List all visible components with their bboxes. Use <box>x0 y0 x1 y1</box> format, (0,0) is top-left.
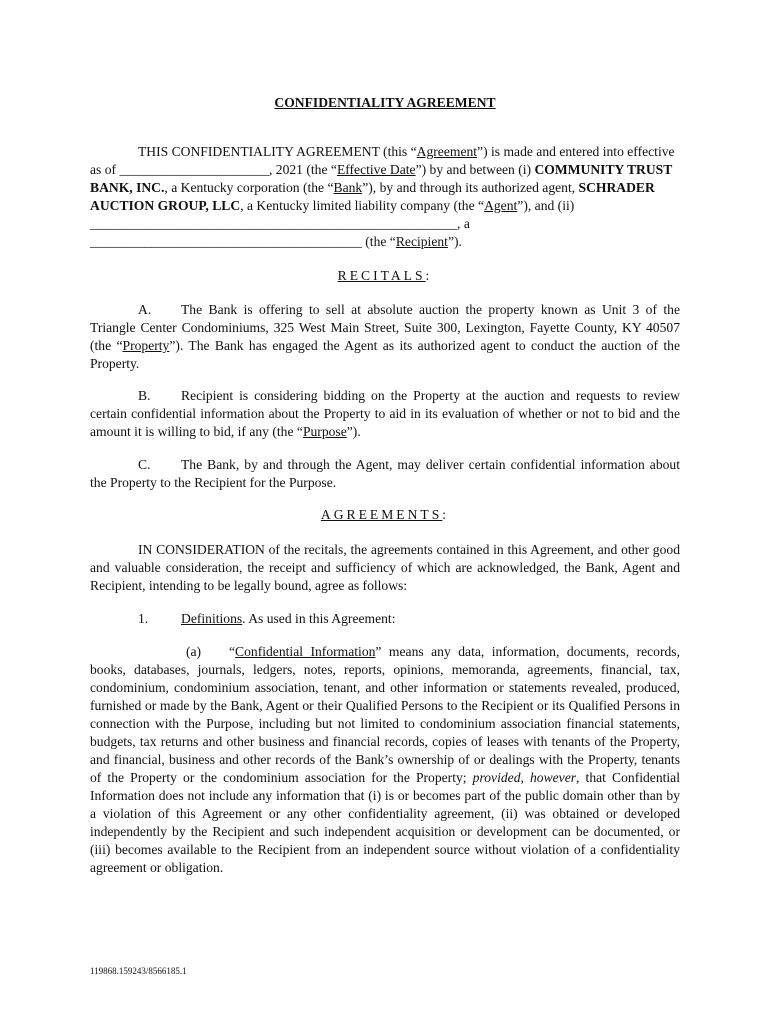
section-1a-confidential-information <box>90 643 680 877</box>
recital-c <box>90 456 680 492</box>
term-agent: Agent <box>484 198 518 213</box>
intro-text: , a Kentucky corporation (the “ <box>164 180 334 195</box>
recital-a-text: The Bank is offering to sell at absolute auction the property known as Unit 3 of the Triangle Center Condominiums, 325 West Main Street, Suite 300, Lexington, Fayette County, KY 40507 (the “ <box>90 302 680 353</box>
section-1a-quote: “ <box>229 644 236 659</box>
recital-b <box>90 387 680 441</box>
term-definitions: Definitions <box>181 611 243 626</box>
intro-text: , 2021 (the “ <box>268 162 337 177</box>
intro-text: ”) is made and entered into effective as of <box>90 144 675 177</box>
term-confidential-information: Confidential Information <box>235 644 376 659</box>
intro-text: ”) by and between (i) <box>415 162 535 177</box>
agreements-heading-colon: : <box>442 507 450 522</box>
provided-however: provided, however <box>472 770 577 785</box>
consideration-paragraph: IN CONSIDERATION of the recitals, the agreements contained in this Agreement, and other good and valuable consideration, the receipt and sufficiency of which are acknowledged, the Bank, Agent and Recipient, intending to be legally bound, agree as follows: <box>90 542 680 593</box>
section-1-definitions <box>90 610 680 628</box>
intro-text: (the “ <box>361 234 396 249</box>
term-effective-date: Effective Date <box>336 162 416 177</box>
intro-text: , a Kentucky limited liability company (the “ <box>240 198 485 213</box>
section-1a-text: ” means any data, information, documents, records, books, databases, journals, ledgers, notes, reports, opinions, memoranda, agreements, financial, tax, condominium, condominium association, tenant, and other information or statements revealed, produced, furnished or made by the Bank, Agent or their Qualified Persons to the Recipient or its Qualified Persons in connection with the Purpose, including but not limited to condominium association financial statements, budgets, tax returns and other business and financial records, copies of leases with tenants of the Property, and financial, business and other records of the Bank’s ownership of or dealings with the Property, tenants of the Property or the condominium association for the Property; <box>90 644 680 785</box>
recitals-heading-colon: : <box>425 268 433 283</box>
section-1a-label: (a) <box>186 644 202 659</box>
intro-paragraph <box>90 143 680 251</box>
recital-c-label: C. <box>138 457 151 472</box>
term-recipient: Recipient <box>395 234 448 249</box>
section-1-label: 1. <box>138 611 149 626</box>
recipient-type-blank: ________________________________________ <box>90 234 362 249</box>
agreements-heading <box>90 507 680 523</box>
recipient-name-blank: ______________________________________________________ <box>90 216 458 231</box>
document-title: CONFIDENTIALITY AGREEMENT <box>274 95 496 110</box>
intro-text: ”), by and through its authorized agent, <box>362 180 579 195</box>
recital-c-text: The Bank, by and through the Agent, may deliver certain confidential information about the Property to the Recipient for the Purpose. <box>90 457 680 490</box>
recital-a-label: A. <box>138 302 152 317</box>
term-purpose: Purpose <box>302 424 347 439</box>
recital-b-text: ”). <box>346 424 361 439</box>
recitals-heading <box>90 268 680 284</box>
recital-a-text: ”). The Bank has engaged the Agent as its authorized agent to conduct the auction of the Property. <box>90 338 680 371</box>
intro-text: ”). <box>447 234 462 249</box>
term-bank: Bank <box>333 180 363 195</box>
agreements-heading-text: AGREEMENTS <box>320 507 443 522</box>
recital-a <box>90 301 680 373</box>
bank-name: COMMUNITY TRUST BANK, INC. <box>90 162 673 195</box>
section-1a-text: , that Confidential Information does not include any information that (i) is or becomes part of the public domain other than by a violation of this Agreement or any other confidentiality agreement, (ii) was obtained or developed independently by the Recipient and such independent acquisition or development can be documented, or (iii) becomes available to the Recipient from an independent source without violation of a confidentiality agreement or obligation. <box>90 770 680 875</box>
effective-date-blank: ______________________ <box>119 162 269 177</box>
agent-name: SCHRADER AUCTION GROUP, LLC <box>90 180 655 213</box>
intro-text: THIS CONFIDENTIALITY AGREEMENT (this “ <box>138 144 417 159</box>
recital-b-text: Recipient is considering bidding on the Property at the auction and requests to review certain confidential information about the Property to aid in its evaluation of whether or not to bid and the amount it is willing to bid, if any (the “ <box>90 388 680 439</box>
recitals-heading-text: RECITALS <box>337 268 426 283</box>
intro-text: ”), and (ii) <box>517 198 575 213</box>
term-agreement: Agreement <box>416 144 478 159</box>
intro-text: , a <box>457 216 470 231</box>
term-property: Property <box>122 338 170 353</box>
section-1-text: . As used in this Agreement: <box>242 611 396 626</box>
document-footer-id: 119868.159243/8566185.1 <box>90 966 187 976</box>
recital-b-label: B. <box>138 388 151 403</box>
